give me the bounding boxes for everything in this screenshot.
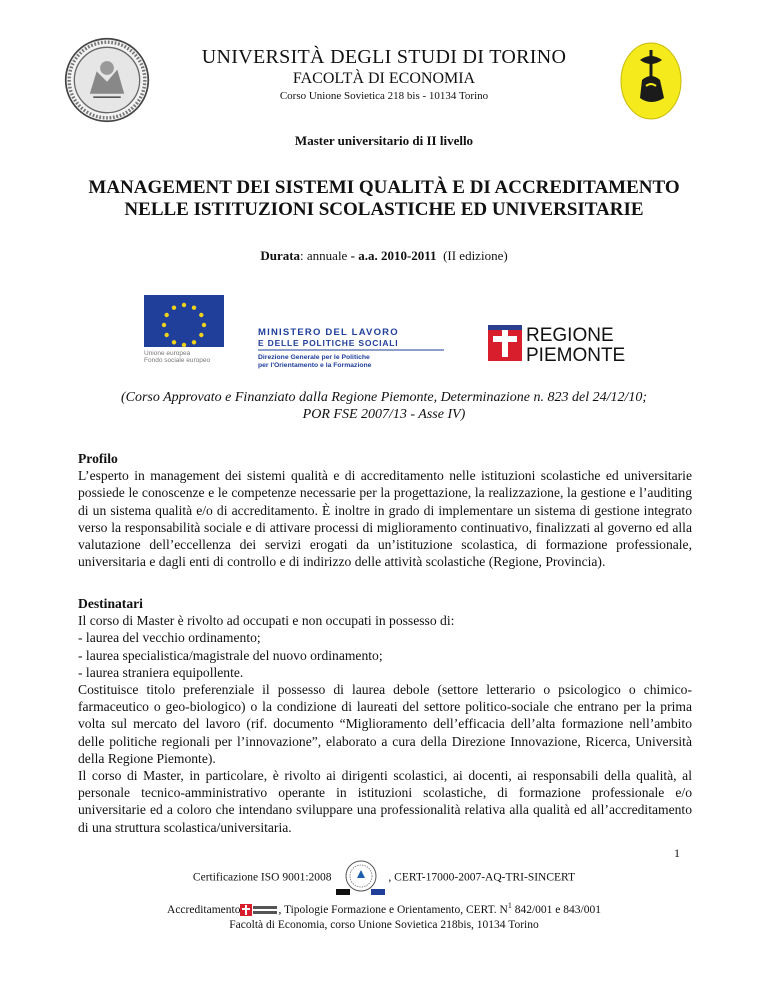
destinatari-section [78,595,692,836]
ministry-line2: E DELLE POLITICHE SOCIALI [258,338,399,348]
ministry-logo [254,325,454,373]
cert-suffix: , CERT-17000-2007-AQ-TRI-SINCERT [388,871,576,884]
profilo-text: L’esperto in management dei sistemi qualità e di accreditamento nelle istituzioni scolastiche ed universitarie possiede le conoscenze e le competenze necessarie per la progettazione, la realizzazione, la gestione e l’auditing di un sistema qualità e/o di accreditamento. È inoltre in grado di implementare un sistema di gestione integrato verso la responsabilità sociale e di attivare processi di miglioramento continuativo, finalizzati al governo ed alla valutazione dell’eccellenza dei servizi erogati da un’istituzione scolastica, di formazione professionale, universitaria e dagli enti di controllo e di indirizzo delle attività scolastiche (Regione, Provincia). [78,468,692,570]
faculty-address: Corso Unione Sovietica 218 bis - 10134 Torino [279,90,489,102]
cert-prefix: Certificazione ISO 9001:2008 [192,871,332,884]
accr-prefix: Accreditamento [167,903,241,916]
faculty-name: FACOLTÀ DI ECONOMIA [292,70,476,87]
master-level: Master universitario di II livello [294,133,474,148]
accr-suffix: , Tipologie Formazione e Orientamento, CERT. N [278,903,508,916]
list-item: - laurea straniera equipollente. [78,664,244,680]
regione-line2: PIEMONTE [526,345,626,364]
ministry-line3: Direzione Generale per le Politiche [258,354,370,361]
ministry-line1: MINISTERO DEL LAVORO [258,327,399,338]
list-item: - laurea del vecchio ordinamento; [78,630,261,646]
certification-marks-logo [334,858,388,898]
destinatari-intro: Il corso di Master è rivolto ad occupati e non occupati in possesso di: [78,613,455,629]
accr-tail: 842/001 e 843/001 [511,903,601,916]
regione-line1: REGIONE [526,325,614,346]
course-title [60,177,708,221]
edition: (II edizione) [443,248,508,263]
destinatari-heading: Destinatari [78,596,143,611]
course-title-line2: NELLE ISTITUZIONI SCOLASTICHE ED UNIVERSITARIE [124,199,644,220]
page-number: 1 [674,846,680,860]
regione-small-logo [240,903,278,917]
footer [0,856,768,933]
course-title-line1: MANAGEMENT DEI SISTEMI QUALITÀ E DI ACCREDITAMENTO [88,177,680,198]
university-name: UNIVERSITÀ DEGLI STUDI DI TORINO [201,46,567,68]
duration-value: : annuale [300,248,348,263]
funding-note [0,389,768,423]
destinatari-paragraph-2: Il corso di Master, in particolare, è rivolto ai dirigenti scolastici, ai docenti, ai responsabili della qualità, al personale tecnico-amministrativo operante in istituzioni scolastiche, di formazione professionale e/o universitarie ed a coloro che intendano sviluppare una professionalità relativa alla qualità ed all’accreditamento di una struttura scolastica/universitaria. [78,768,692,835]
footer-accreditation [0,898,768,918]
duration-line [0,248,768,264]
regione-piemonte-logo [488,322,628,364]
faculty-emblem-logo [620,42,682,120]
destinatari-paragraph-1: Costituisce titolo preferenziale il possesso di laurea debole (settore letterario o psicologico o chimico-farmaceutico o geo-biologico) o la condizione di laureati del settore politico-sociale che entrano per la prima volta sul mercato del lavoro (rif. documento “Miglioramento dell’efficacia dell’alta formazione nell’ambito delle politiche regionali per l’innovazione”, elaborato a cura della Direzione Innovazione, Ricerca, Università della Regione Piemonte). [78,682,692,766]
profilo-section [78,450,692,570]
duration-separator: - [347,248,359,263]
funding-line1: (Corso Approvato e Finanziato dalla Regione Piemonte, Determinazione n. 823 del 24/12/10; [120,390,648,405]
academic-year: a.a. 2010-2011 [358,248,437,263]
duration-label: Durata [260,248,301,263]
eu-caption-1: Unione europea [144,350,191,357]
profilo-heading: Profilo [78,451,118,466]
footer-certification [0,858,768,898]
footer-address: Facoltà di Economia, corso Unione Sovietica 218bis, 10134 Torino [229,918,539,931]
funding-line2: POR FSE 2007/13 - Asse IV) [302,407,466,422]
eu-caption-2: Fondo sociale europeo [144,357,211,363]
eu-flag-logo [144,295,260,363]
list-item: - laurea specialistica/magistrale del nuovo ordinamento; [78,647,383,663]
ministry-line4: per l'Orientamento e la Formazione [258,362,372,369]
accr-superscript: 1 [507,901,512,910]
